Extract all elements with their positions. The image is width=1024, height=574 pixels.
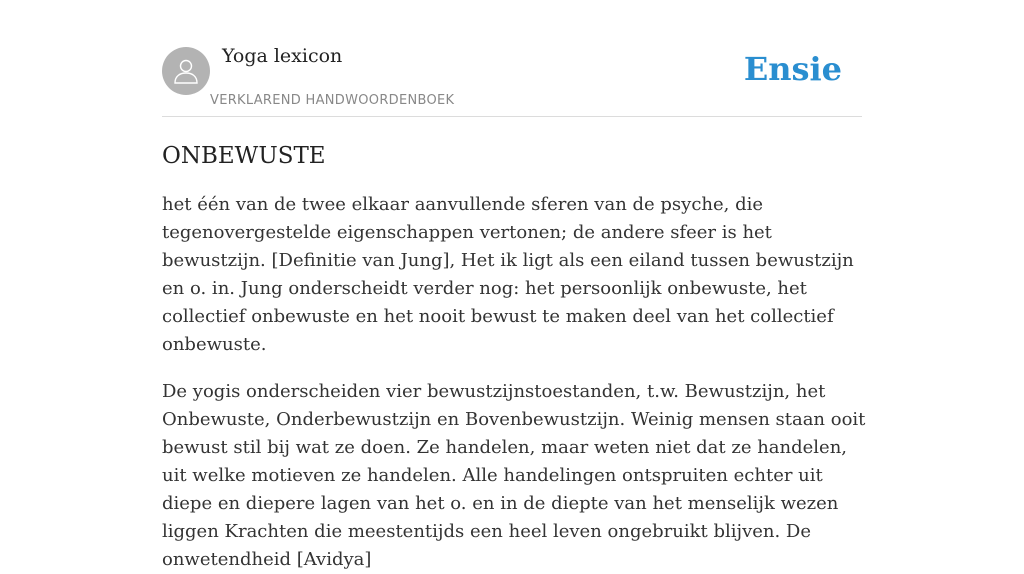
user-silhouette-icon	[171, 56, 201, 86]
brand-logo[interactable]: Ensie	[743, 50, 842, 88]
site-subtitle: VERKLAREND HANDWOORDENBOEK	[210, 93, 455, 108]
entry-paragraph-2: De yogis onderscheiden vier bewustzijnstoestanden, t.w. Bewustzijn, het Onbewuste, Onderbewustzijn en Bovenbewustzijn. Weinig mensen staan ooit bewust stil bij wat ze doen. Ze handelen, maar weten niet dat ze handelen, uit welke motieven ze handelen. Alle handelingen ontspruiten echter uit diepe en diepere lagen van het o. en in de diepte van het menselijk wezen liggen Krachten die meestentijds een heel leven ongebruikt blijven. De onwetendheid [Avidya]	[162, 381, 866, 570]
avatar[interactable]	[162, 47, 210, 95]
page-container	[162, 0, 866, 574]
site-name[interactable]: Yoga lexicon	[222, 45, 343, 67]
entry-paragraph-1: het één van de twee elkaar aanvullende sferen van de psyche, die tegenovergestelde eigenschappen vertonen; de andere sfeer is het bewustzijn. [Definitie van Jung], Het ik ligt als een eiland tussen bewustzijn en o. in. Jung onderscheidt verder nog: het persoonlijk onbewuste, het collectief onbewuste en het nooit bewust te maken deel van het collectief onbewuste.	[162, 194, 854, 355]
entry-title: ONBEWUSTE	[162, 143, 326, 169]
site-header	[162, 0, 862, 117]
